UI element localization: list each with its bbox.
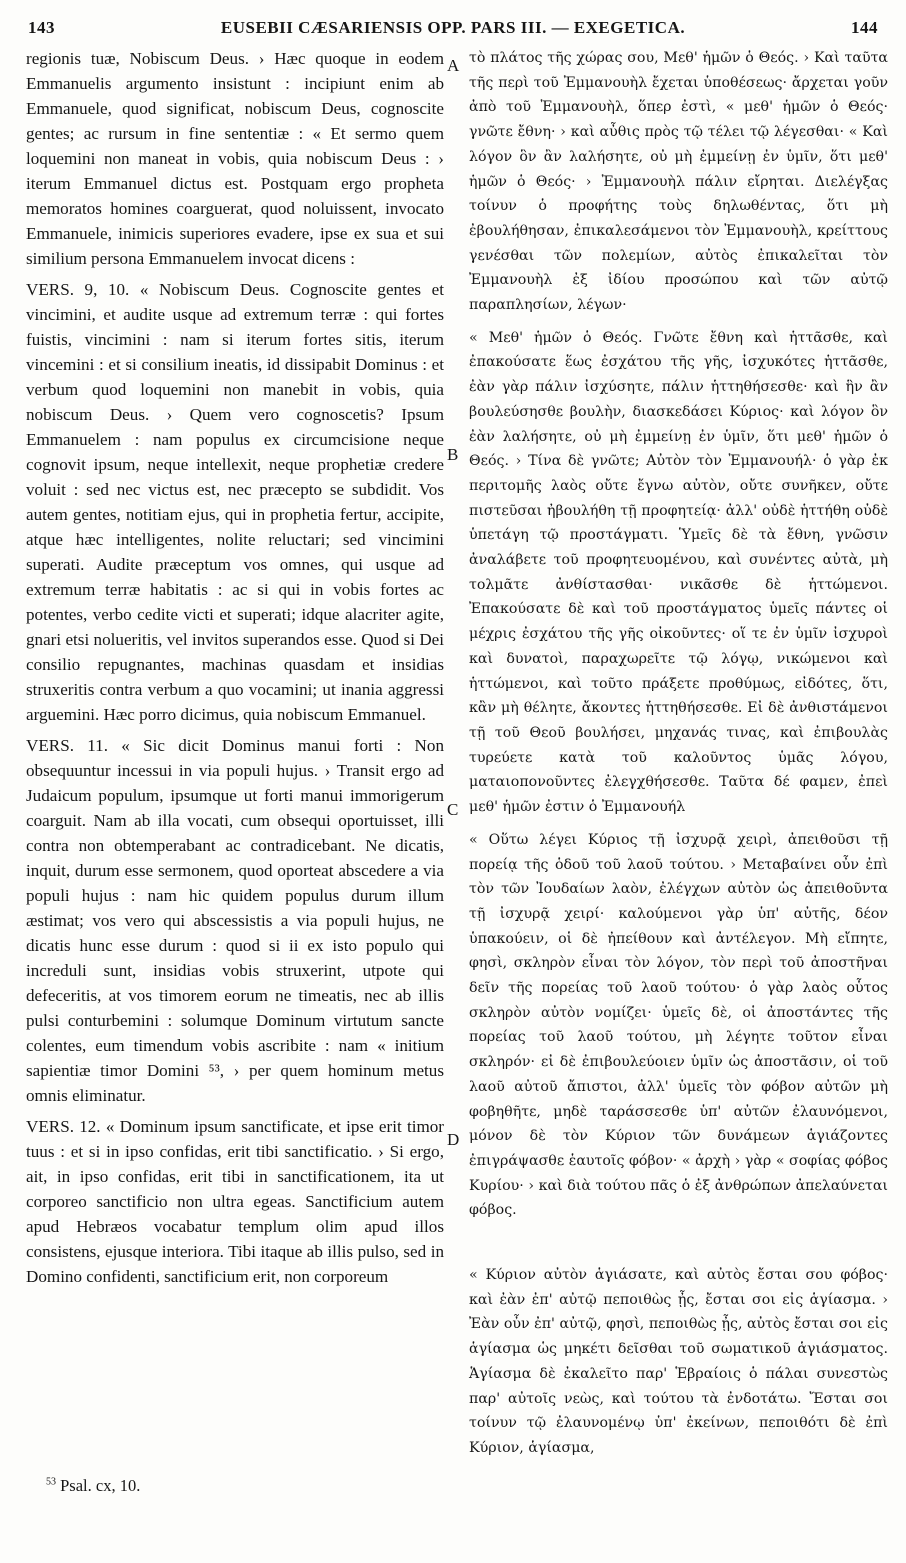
greek-paragraph: « Κύριον αὐτὸν ἁγιάσατε, καὶ αὐτὸς ἔσται σου φόβος· καὶ ἐὰν ἐπ' αὐτῷ πεποιθὼς ᾖς, ἔσται σοι εἰς ἁγίασμα. › Ἐὰν οὖν ἐπ' αὐτῷ, φησὶ, πεποιθὼς ᾖς, αὐτὸς ἔσται σοι εἰς ἁγίασμα ὡς μηκέτι δεῖσθαι τοῦ σωματικοῦ ἁγιάσματος. Ἁγίασμα δὲ ἐκαλεῖτο παρ' Ἑβραίοις ὁ πάλαι συνεστὼς παρ' αὐτοῖς νεὼς, καὶ τούτου τὰ ἐνδοτάτω. Ἔσται σοι τοίνυν τῷ ἐλαυνομένῳ ὑπ' ἐκείνων, πεποιθότι δὲ ἐπὶ Κύριον, ἁγίασμα, [469, 1267, 888, 1456]
greek-paragraph: « Μεθ' ἡμῶν ὁ Θεός. Γνῶτε ἔθνη καὶ ἡττᾶσθε, καὶ ἐπακούσατε ἕως ἐσχάτου τῆς γῆς, ἰσχυκότες ἡττᾶσθε, ἐὰν γὰρ πάλιν ἰσχύσητε, πάλιν ἡττηθήσεσθε· καὶ ἣν ἂν βουλεύσησθε βουλὴν, διασκεδάσει Κύριος· καὶ λόγον ὃν ἐὰν λαλήσητε, οὐ μὴ ἐμμείνῃ ἐν ὑμῖν, ὅτι μεθ' ἡμῶν ὁ Θεός. › Τίνα δὲ γνῶτε; Αὐτὸν τὸν Ἐμμανουήλ· ὁ γὰρ ἐκ περιτομῆς λαὸς οὔτε ἔγνω αὐτὸν, οὔτε συνῆκεν, οὔτε πιστεῦσαι ἠβουλήθη τῇ προφητείᾳ· ἀλλ' οὐδὲ ἡττήθη οὐδὲ ὑπετάγη τῷ προστάγματι. Ὑμεῖς δὲ τὰ ἔθνη, γνῶσιν ἀναλάβετε τοῦ προφητευομένου, καὶ συνέντες αὐτὰ, μὴ τολμᾶτε ἀνθίστασθαι· νικᾶσθε δὲ ἡττώμενοι. Ἐπακούσατε δὲ καὶ τοῦ προστάγματος ὑμεῖς πάντες οἱ μέχρις ἐσχάτου τῆς γῆς οἰκοῦντες· οἵ τε ἐν ὑμῖν ἰσχυροὶ καὶ δυνατοὶ, παραχωρεῖτε τῷ λόγῳ, νικώμενοι καὶ ἡττώμενοι, καὶ τοῦτο πράξετε προθύμως, εἰδότες, ὅτι, κἂν μὴ θέλητε, ἄκοντες ἡττηθήσεσθε. Εἰ δὲ ἀνθιστάμενοι τῇ τοῦ Θεοῦ βουλήσει, μηχανάς τινας, καὶ ἐπιβουλὰς τυρεύετε κατὰ τοῦ καλοῦντος ὑμᾶς λόγου, ματαιοπονοῦντες ἐλεγχθήσεσθε. Ταῦτα δέ φαμεν, ἐπεὶ μεθ' ἡμῶν ἐστιν ὁ Ἐμμανουήλ [469, 329, 888, 816]
greek-paragraph: τὸ πλάτος τῆς χώρας σου, Μεθ' ἡμῶν ὁ Θεός. › Καὶ ταῦτα τῆς περὶ τοῦ Ἐμμανουὴλ ἔχεται ὑποθέσεως· ἄρχεται γοῦν ἀπὸ τοῦ Ἐμμανουὴλ, ὅπερ ἐστὶ, « μεθ' ἡμῶν ὁ Θεός· γνῶτε ἔθνη· › καὶ αὖθις πρὸς τῷ τέλει τῷ λέγεσθαι· « Καὶ λόγον ὃν ἂν λαλήσητε, οὐ μὴ ἐμμείνῃ ἐν ὑμῖν, ὅτι μεθ' ἡμῶν ὁ Θεός· › Ἐμμανουὴλ πάλιν εἴρηται. Διελέγξας τοίνυν ὁ προφήτης τοὺς δηλωθέντας, ὅτι μὴ ἐβουλήθησαν, ἐπικαλεσάμενοι τὸν Ἐμμανουὴλ, κρείττους γενέσθαι τῶν πολεμίων, αὐτὸς ἐπικαλεῖται τὸν Ἐμμανουὴλ ἐξ ἰδίου προσώπου καὶ τῶν αὐτῷ παραπλησίων, λέγων· [469, 50, 888, 314]
latin-paragraph: VERS. 12. « Dominum ipsum sanctificate, et ipse erit timor tuus : et si in ipso confidas, erit tibi sanctificatio. › Si ergo, ait, in ipso confidas, erit tibi in sanctificationem, ita ut corporeo sanctificio non ultra egeas. Sanctificium autem apud Hebræos vocabatur templum olim apud illos consistens, ejusque interiora. Tibi itaque ab illis pulso, sed in Domino confidenti, sanctificium erit, non corporeum [26, 1117, 444, 1286]
margin-marker-b: B [447, 445, 459, 464]
latin-column [26, 46, 444, 1289]
running-header [28, 14, 878, 40]
margin-marker-a: A [447, 56, 460, 75]
latin-paragraph: VERS. 11. « Sic dicit Dominus manui forti : Non obsequuntur incessui in via populi hujus. › Transit ergo ad Judaicum populum, ipsumque ut forti manui immorigerum coarguit. Nam ab illa vocati, cum obsequi oportuisset, illi contra non obtemperabant ac contradicebant. Ne dicatis, inquit, durum esse sermonem, quod oporteat abscedere a via populi hujus : nam hic quidem populus durum illum æstimat; vos vero qui abscessistis a via populi hujus, ne dicatis hunc esse durum : quod si ii ex isto populo qui increduli sunt, insidias vobis struxerint, utpote qui defeceritis, at vos timorem eorum ne timeatis, nec ab illis pulsi conturbemini : solumque Dominum virtutum sancte colentes, eum timendum vobis ascribite : nam « initium sapientiæ timor Domini ⁵³, › per quem hominum metus omnis eliminatur. [26, 736, 444, 1105]
page-number-left: 143 [28, 18, 55, 37]
latin-paragraph: regionis tuæ, Nobiscum Deus. › Hæc quoque in eodem Emmanuelis argumento insistunt : incipiunt enim ab Emmanuele, quod significat, nobiscum Deus, cognoscite gentes; ac rursum in fine sententiæ : « Et sermo quem loquemini non maneat in vobis, quia nobiscum Deus : › iterum Emmanuel dictus est. Postquam ergo propheta memoratos homines coarguerat, quod noluissent, invocato Emmanuele, inimicis superiores evadere, ipse ex sua et sui similium persona Emmanuelem invocat dicens : [26, 49, 444, 268]
greek-column [469, 46, 888, 1461]
footnote-number: 53 [46, 1476, 56, 1488]
margin-marker-c: C [447, 800, 459, 819]
footnote-text: Psal. cx, 10. [60, 1476, 141, 1495]
greek-paragraph: « Οὕτω λέγει Κύριος τῇ ἰσχυρᾷ χειρὶ, ἀπειθοῦσι τῇ πορείᾳ τῆς ὁδοῦ τοῦ λαοῦ τούτου. › Μεταβαίνει οὖν ἐπὶ τὸν τῶν Ἰουδαίων λαὸν, ἐλέγχων αὐτὸν ὡς ἀπειθοῦντα τῇ ἰσχυρᾷ χειρί· καλούμενοι γὰρ ὑπ' αὐτῆς, δέον ὑπακούειν, οἱ δὲ ἠπείθουν καὶ ἀντέλεγον. Μὴ εἴπητε, φησὶ, σκληρὸν εἶναι τὸν λόγον, τὸν περὶ τοῦ ἀποστῆναι δεῖν τῆς πορείας τοῦ λαοῦ τούτου· ὁ γὰρ λαὸς οὗτος σκληρὸν αὐτὸν νομίζει· ὑμεῖς δὲ, οἱ ἀποστάντες τῆς πορείας τοῦ λαοῦ τούτου, μὴ λέγητε τοῦτον εἶναι σκληρόν· εἰ δὲ ἐπιβουλεύοιεν ὑμῖν ὡς ἀποστᾶσιν, οἱ τοῦ λαοῦ αὐτοῦ ἄπιστοι, ἀλλ' ὑμεῖς τὸν φόβον αὐτῶν μὴ φοβηθῆτε, μηδὲ ταράσσεσθε ὑπ' αὐτῶν ἐλαυνόμενοι, μόνον δὲ τὸν Κύριον τῶν δυνάμεων ἁγιάζοντες ἐπιγράψασθε ἑαυτοῖς φόβον· « ἀρχὴ › γὰρ « σοφίας φόβος Κυρίου· › καὶ διὰ τούτου πᾶς ὁ ἐξ ἀνθρώπων ἀπελαύνεται φόβος. [469, 831, 888, 1219]
page-number-right: 144 [851, 18, 878, 37]
footnote [46, 1476, 140, 1496]
running-title: EUSEBII CÆSARIENSIS OPP. PARS III. — EXEGETICA. [220, 18, 686, 37]
margin-marker-d: D [447, 1130, 460, 1149]
latin-paragraph: VERS. 9, 10. « Nobiscum Deus. Cognoscite gentes et vincimini, et audite usque ad extremum terræ : qui fortes fuistis, vincimini : nam si iterum fortes sitis, iterum vincemini : et si consilium ineatis, id dissipabit Dominus : et verbum quod loquemini non manebit in vobis, quia nobiscum Deus. › Quem vero cognoscetis? Ipsum Emmanuelem : nam populus ex circumcisione neque cognovit ipsum, neque intellexit, neque prophetiæ credere voluit : sed nec victus est, nec præcepto se subdidit. Vos autem gentes, notitiam ejus, qui in prophetia fertur, accipite, atque hæc intelligentes, nolite reluctari; sed vincimini superati. Audite præceptum vos omnes, qui usque ad extremum terræ habitatis : ac si qui in vobis fortes ac potentes, verbo cedite victi et superati; idque alacriter agite, gnari etsi nolueritis, vel invitos superandos esse. Quod si Dei consilio repugnantes, machinas quasdam et insidias struxeritis contra verbum a quo vocamini; ut inania aggressi arguemini. Hæc porro dicimus, quia nobiscum Emmanuel. [26, 280, 444, 724]
